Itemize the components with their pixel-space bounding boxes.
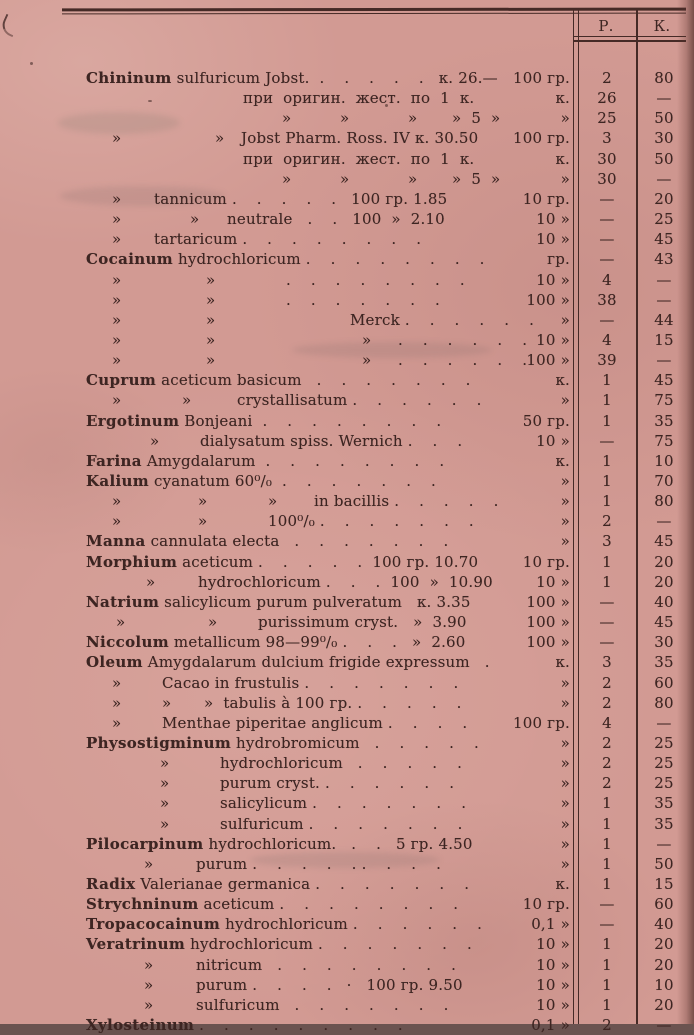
price-kopecks: 20	[654, 189, 674, 208]
price-rubles: 1	[602, 995, 612, 1014]
price-kopecks: 20	[654, 935, 674, 954]
price-kopecks: 30	[654, 633, 674, 652]
table-row	[0, 652, 694, 672]
price-rubles: 2	[602, 512, 612, 531]
quantity-unit: 50 гр.	[522, 411, 570, 430]
table-row: » dialysatum spiss. Wernich . . . 10 » — 75	[0, 431, 694, 451]
quantity-unit: 10 »	[536, 431, 570, 450]
price-rubles: 1	[602, 391, 612, 410]
quantity-unit: 0,1 »	[531, 1016, 570, 1035]
price-rubles: 1	[602, 472, 612, 490]
price-kopecks: 70	[654, 472, 674, 490]
quantity-unit: »	[560, 310, 570, 329]
table-row: » » neutrale . . 100 » 2.10 10 » — 25	[0, 209, 694, 229]
item-description: Natrium salicylicum purum pulveratum к. 3.35	[86, 592, 471, 611]
table-row: » » purissimum cryst. » 3.90 100 » — 45	[0, 612, 694, 632]
item-description: Radix Valerianae germanica . . . . . . .	[86, 875, 470, 893]
price-rubles: —	[599, 613, 615, 632]
item-description: Physostigminum hydrobromicum . . . . .	[86, 733, 479, 752]
price-kopecks: 25	[654, 774, 674, 793]
price-rubles: 1	[602, 955, 612, 974]
item-description: Farina Amygdalarum . . . . . . . .	[86, 451, 445, 470]
price-rubles: 39	[597, 351, 617, 370]
table-row: » tannicum . . . . . 100 гр. 1.85 10 гр. — 20	[0, 189, 694, 209]
price-rubles: —	[599, 431, 615, 450]
price-kopecks: —	[656, 270, 672, 289]
price-kopecks: 20	[654, 995, 674, 1014]
price-rubles: 1	[602, 572, 612, 591]
price-rubles: 2	[602, 774, 612, 793]
price-kopecks: 60	[654, 673, 674, 692]
price-rubles: —	[599, 210, 615, 229]
price-rubles: 2	[602, 733, 612, 752]
quantity-unit: 100 »	[526, 290, 570, 309]
quantity-unit: »	[560, 733, 570, 752]
item-description: Kalium cyanatum 60⁰/₀ . . . . . . .	[86, 472, 437, 490]
price-kopecks: 35	[654, 653, 674, 672]
quantity-unit: »	[560, 794, 570, 813]
price-rubles: 38	[597, 290, 617, 309]
price-kopecks: 40	[654, 592, 674, 611]
table-row: » » » . . . . . . 100 » 39 —	[0, 350, 694, 370]
table-row	[0, 632, 694, 652]
table-row	[0, 471, 694, 491]
price-rubles: 1	[602, 875, 612, 893]
price-rubles: 1	[602, 451, 612, 470]
item-description: Strychninum aceticum . . . . . . . .	[86, 895, 459, 914]
price-rubles: 2	[602, 693, 612, 712]
price-kopecks: 25	[654, 210, 674, 229]
price-rubles: 4	[602, 713, 612, 732]
price-rubles: 4	[602, 270, 612, 289]
price-kopecks: 40	[654, 915, 674, 934]
price-kopecks: —	[656, 512, 672, 531]
table-row	[0, 914, 694, 934]
price-rubles: —	[599, 915, 615, 934]
table-row: при оригин. жест. по 1 к. к. 26 —	[0, 88, 694, 108]
table-row: » Cacao in frustulis . . . . . . . » 2 60	[0, 673, 694, 693]
price-kopecks: 35	[654, 794, 674, 813]
quantity-unit: »	[560, 472, 570, 490]
price-rubles: —	[599, 310, 615, 329]
quantity-unit: 10 »	[536, 270, 570, 289]
table-row: » » Jobst Pharm. Ross. IV к. 30.50 100 гр. 3 30	[0, 128, 694, 148]
price-rubles: 3	[602, 129, 612, 148]
quantity-unit: »	[560, 834, 570, 853]
price-kopecks: 30	[654, 129, 674, 148]
price-kopecks: 80	[654, 492, 674, 511]
price-kopecks: 80	[654, 69, 674, 87]
price-rubles: 1	[602, 975, 612, 994]
price-kopecks: 80	[654, 693, 674, 712]
price-rubles: 30	[597, 149, 617, 168]
table-row	[0, 733, 694, 753]
price-rubles: —	[599, 633, 615, 652]
price-kopecks: 10	[654, 451, 674, 470]
price-kopecks: 20	[654, 955, 674, 974]
price-kopecks: 45	[654, 371, 674, 390]
price-rubles: 3	[602, 532, 612, 551]
price-kopecks: 35	[654, 411, 674, 430]
item-description: Cuprum aceticum basicum . . . . . . .	[86, 371, 471, 390]
price-kopecks: 45	[654, 532, 674, 551]
item-description: Manna cannulata electa . . . . . . .	[86, 532, 449, 551]
price-rubles: 2	[602, 69, 612, 87]
table-row: » purum cryst. . . . . . . » 2 25	[0, 773, 694, 793]
table-row: » tartaricum . . . . . . . . 10 » — 45	[0, 229, 694, 249]
item-description: Xylosteinum . . . . . . . . .	[86, 1016, 403, 1035]
price-rubles: 1	[602, 814, 612, 833]
table-row: » » » » 5 » » 25 50	[0, 108, 694, 128]
table-row: » » . . . . . . . . 10 » 4 —	[0, 270, 694, 290]
table-row: » » » » 5 » » 30 —	[0, 169, 694, 189]
table-row: » sulfuricum . . . . . . . » 1 35	[0, 814, 694, 834]
price-rubles: —	[599, 230, 615, 249]
price-rubles: 1	[602, 371, 612, 390]
price-kopecks: 44	[654, 310, 674, 329]
column-header-kopecks: К.	[653, 17, 671, 35]
quantity-unit: к.	[555, 149, 570, 168]
table-row	[0, 552, 694, 572]
price-kopecks: 20	[654, 572, 674, 591]
price-rubles: —	[599, 189, 615, 208]
quantity-unit: 0,1 »	[531, 915, 570, 934]
price-kopecks: —	[656, 713, 672, 732]
quantity-unit: 100 »	[526, 351, 570, 370]
quantity-unit: к.	[555, 371, 570, 390]
price-rubles: 26	[597, 89, 617, 108]
table-row: » » Merck . . . . . . » — 44	[0, 310, 694, 330]
column-header-rubles: Р.	[598, 17, 614, 35]
table-row	[0, 68, 694, 88]
quantity-unit: »	[560, 391, 570, 410]
price-rubles: 1	[602, 492, 612, 511]
quantity-unit: гр.	[547, 250, 570, 269]
table-row: » » 100⁰/₀ . . . . . . . » 2 —	[0, 511, 694, 531]
item-description: Oleum Amygdalarum dulcium frigide expressum .	[86, 653, 490, 672]
quantity-unit: »	[560, 532, 570, 551]
quantity-unit: 10 »	[536, 330, 570, 349]
quantity-unit: 10 »	[536, 955, 570, 974]
quantity-unit: »	[560, 774, 570, 793]
table-row	[0, 934, 694, 954]
quantity-unit: 10 гр.	[522, 552, 570, 571]
price-rubles: 1	[602, 794, 612, 813]
price-kopecks: 43	[654, 250, 674, 269]
price-rubles: —	[599, 895, 615, 914]
table-row	[0, 834, 694, 854]
item-description: Cocainum hydrochloricum . . . . . . . .	[86, 250, 485, 269]
item-description: Veratrinum hydrochloricum . . . . . . .	[86, 935, 472, 954]
quantity-unit: 10 »	[536, 995, 570, 1014]
quantity-unit: 100 »	[526, 592, 570, 611]
price-rubles: —	[599, 592, 615, 611]
quantity-unit: »	[560, 693, 570, 712]
table-row	[0, 1015, 694, 1035]
table-row: » hydrochloricum . . . 100 » 10.90 10 » 1 20	[0, 572, 694, 592]
quantity-unit: »	[560, 814, 570, 833]
price-kopecks: —	[656, 89, 672, 108]
item-description: Tropacocainum hydrochloricum . . . . . .	[86, 915, 483, 934]
quantity-unit: 10 »	[536, 230, 570, 249]
item-description: Chininum sulfuricum Jobst. . . . . . к. 26.—	[86, 69, 498, 87]
table-row	[0, 370, 694, 390]
price-kopecks: 45	[654, 613, 674, 632]
price-kopecks: 50	[654, 109, 674, 128]
quantity-unit: 10 »	[536, 572, 570, 591]
table-row: » sulfuricum . . . . . . . 10 » 1 20	[0, 995, 694, 1015]
quantity-unit: к.	[555, 875, 570, 893]
table-row: » salicylicum . . . . . . . » 1 35	[0, 793, 694, 813]
item-description: Ergotinum Bonjeani . . . . . . . .	[86, 411, 442, 430]
price-rubles: 3	[602, 653, 612, 672]
table-row	[0, 531, 694, 551]
price-rubles: 1	[602, 935, 612, 954]
price-kopecks: 35	[654, 814, 674, 833]
quantity-unit: 100 »	[526, 633, 570, 652]
quantity-unit: »	[560, 854, 570, 873]
price-kopecks: 10	[654, 975, 674, 994]
quantity-unit: 100 гр.	[512, 713, 570, 732]
price-rubles: 30	[597, 169, 617, 188]
quantity-unit: 10 »	[536, 975, 570, 994]
price-kopecks: 25	[654, 754, 674, 773]
table-row	[0, 451, 694, 471]
price-kopecks: 15	[654, 875, 674, 893]
price-rubles: —	[599, 250, 615, 269]
price-rubles: 1	[602, 834, 612, 853]
price-rubles: 1	[602, 552, 612, 571]
item-description: Morphium aceticum . . . . . 100 гр. 10.70	[86, 552, 479, 571]
quantity-unit: 10 »	[536, 210, 570, 229]
price-kopecks: 50	[654, 854, 674, 873]
price-rubles: 2	[602, 673, 612, 692]
quantity-unit: »	[560, 512, 570, 531]
price-kopecks: 20	[654, 552, 674, 571]
table-row	[0, 411, 694, 431]
quantity-unit: »	[560, 754, 570, 773]
table-row: » purum . . . . · 100 гр. 9.50 10 » 1 10	[0, 975, 694, 995]
table-row: » » . . . . . . . 100 » 38 —	[0, 290, 694, 310]
price-kopecks: 45	[654, 230, 674, 249]
item-description: Pilocarpinum hydrochloricum. . . 5 гр. 4.50	[86, 834, 473, 853]
quantity-unit: 100 гр.	[512, 69, 570, 87]
quantity-unit: »	[560, 492, 570, 511]
price-kopecks: —	[656, 834, 672, 853]
quantity-unit: 10 гр.	[522, 895, 570, 914]
quantity-unit: 10 гр.	[522, 189, 570, 208]
table-row	[0, 894, 694, 914]
quantity-unit: к.	[555, 89, 570, 108]
price-kopecks: 75	[654, 431, 674, 450]
table-row: » purum . . . . . . . . . » 1 50	[0, 854, 694, 874]
price-kopecks: 15	[654, 330, 674, 349]
price-kopecks: 60	[654, 895, 674, 914]
quantity-unit: к.	[555, 451, 570, 470]
table-row: » » crystallisatum . . . . . . » 1 75	[0, 390, 694, 410]
price-rubles: 2	[602, 754, 612, 773]
price-kopecks: —	[656, 351, 672, 370]
table-row: » » » . . . . . . 10 » 4 15	[0, 330, 694, 350]
table-row	[0, 592, 694, 612]
table-row: при оригин. жест. по 1 к. к. 30 50	[0, 149, 694, 169]
table-row: » hydrochloricum . . . . . » 2 25	[0, 753, 694, 773]
price-kopecks: 25	[654, 733, 674, 752]
price-kopecks: 50	[654, 149, 674, 168]
price-kopecks: —	[656, 169, 672, 188]
quantity-unit: »	[560, 673, 570, 692]
price-rubles: 2	[602, 1016, 612, 1035]
price-rubles: 4	[602, 330, 612, 349]
table-row	[0, 249, 694, 269]
table-row: » nitricum . . . . . . . . 10 » 1 20	[0, 955, 694, 975]
quantity-unit: к.	[555, 653, 570, 672]
price-rubles: 1	[602, 854, 612, 873]
quantity-unit: 10 »	[536, 935, 570, 954]
price-rubles: 25	[597, 109, 617, 128]
item-description: Niccolum metallicum 98—99⁰/₀ . . . » 2.60	[86, 633, 466, 652]
price-kopecks: 75	[654, 391, 674, 410]
price-rubles: 1	[602, 411, 612, 430]
table-row: » » » in bacillis . . . . . » 1 80	[0, 491, 694, 511]
quantity-unit: 100 »	[526, 613, 570, 632]
page-edge-shadow	[677, 0, 694, 1024]
price-kopecks: —	[656, 290, 672, 309]
quantity-unit: »	[560, 169, 570, 188]
table-row	[0, 874, 694, 894]
quantity-unit: 100 гр.	[512, 129, 570, 148]
quantity-unit: »	[560, 109, 570, 128]
price-kopecks: —	[656, 1016, 672, 1035]
table-row: » Menthae piperitae anglicum . . . . 100 гр. 4 —	[0, 713, 694, 733]
table-row: » » » tabulis à 100 гр. . . . . . » 2 80	[0, 693, 694, 713]
